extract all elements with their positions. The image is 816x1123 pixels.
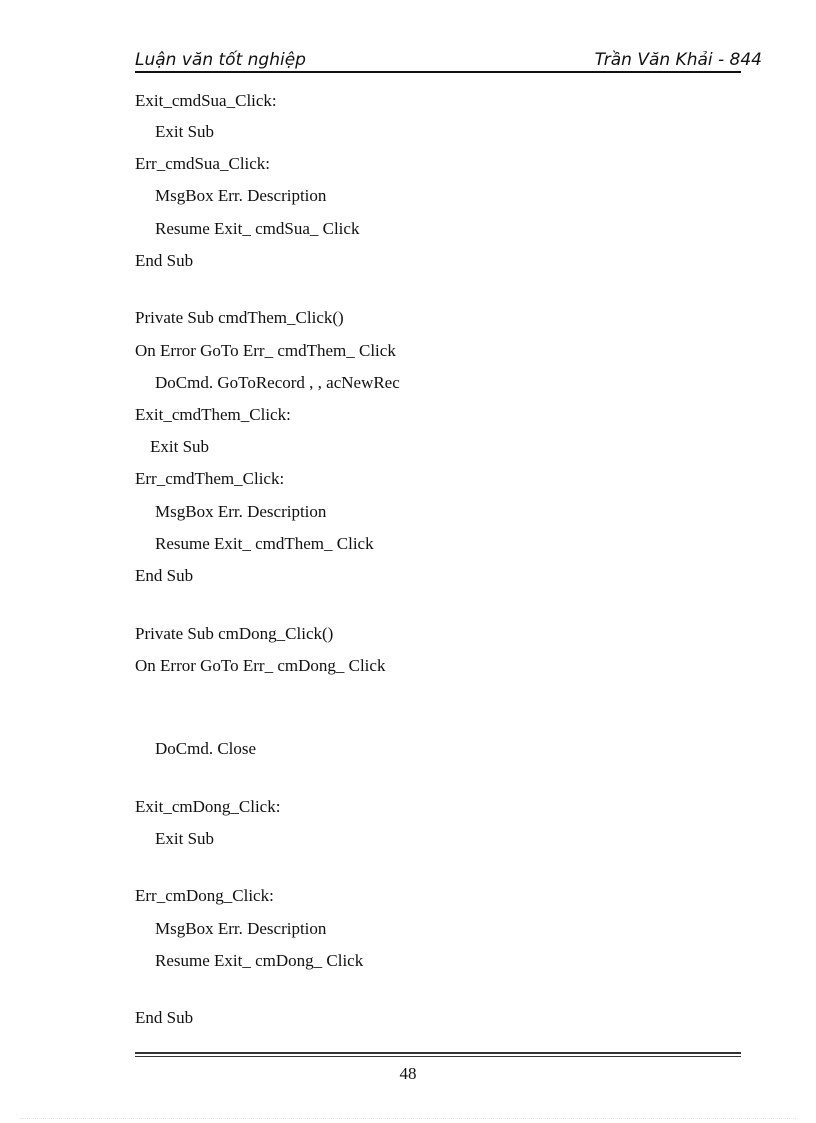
page-number: 48: [399, 1064, 417, 1083]
code-line: Resume Exit_ cmdSua_ Click: [155, 219, 360, 238]
code-line: End Sub: [135, 1008, 194, 1027]
code-line: Resume Exit_ cmDong_ Click: [155, 951, 364, 970]
header-thesis-title: Luận văn tốt nghiệp: [135, 50, 306, 70]
code-line: DoCmd. Close: [155, 739, 257, 758]
code-line: On Error GoTo Err_ cmDong_ Click: [135, 656, 386, 675]
code-line: Exit Sub: [155, 829, 215, 848]
code-line: Exit_cmdSua_Click:: [135, 91, 277, 110]
code-line: Private Sub cmDong_Click(): [135, 624, 334, 643]
code-line: Exit Sub: [155, 122, 215, 141]
code-line: On Error GoTo Err_ cmdThem_ Click: [135, 341, 396, 360]
code-line: Exit Sub: [150, 437, 210, 456]
footer-rule-thin: [135, 1056, 741, 1057]
code-line: MsgBox Err. Description: [155, 919, 327, 938]
footer-rule: [135, 1052, 741, 1054]
code-line: Err_cmdSua_Click:: [135, 154, 271, 173]
code-line: End Sub: [135, 251, 194, 270]
code-line: Exit_cmdThem_Click:: [135, 405, 291, 424]
header-author: Trần Văn Khải - 844: [594, 50, 762, 70]
code-line: Exit_cmDong_Click:: [135, 797, 281, 816]
code-line: End Sub: [135, 566, 194, 585]
code-line: Err_cmDong_Click:: [135, 886, 274, 905]
code-line: DoCmd. GoToRecord , , acNewRec: [155, 373, 400, 392]
code-line: Err_cmdThem_Click:: [135, 469, 285, 488]
code-line: MsgBox Err. Description: [155, 186, 327, 205]
header-rule: [135, 71, 741, 73]
code-line: Private Sub cmdThem_Click(): [135, 308, 344, 327]
page-edge-divider: [20, 1118, 796, 1119]
page-header: [135, 50, 762, 72]
code-line: Resume Exit_ cmdThem_ Click: [155, 534, 374, 553]
code-line: MsgBox Err. Description: [155, 502, 327, 521]
